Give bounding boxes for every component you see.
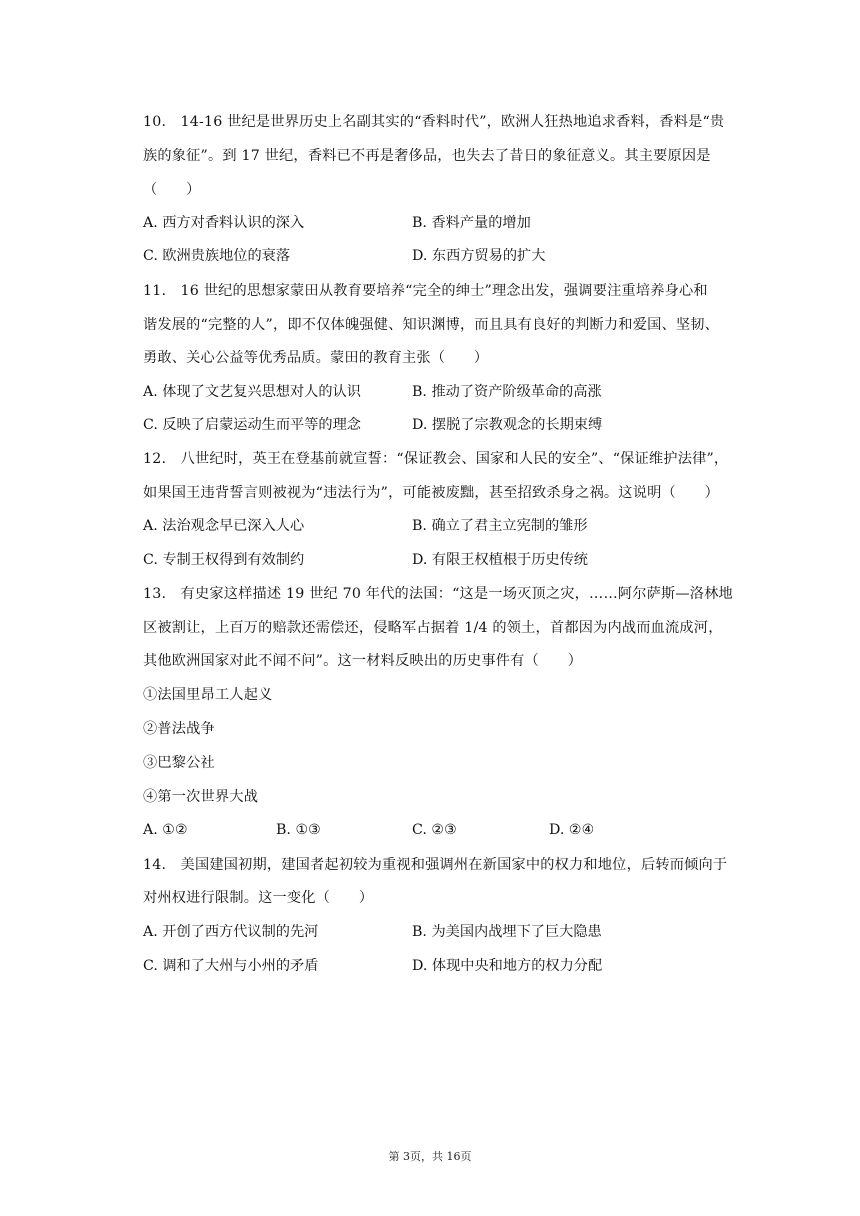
question-13-item-1: ①法国里昂工人起义 — [143, 687, 273, 703]
option-c: C. 专制王权得到有效制约 — [143, 552, 305, 568]
question-11-line-2: 谐发展的“完整的人”，即不仅体魄强健、知识渊博，而且具有良好的判断力和爱国、坚韧、 — [143, 317, 720, 333]
question-13-line-1: 13. 有史家这样描述 19 世纪 70 年代的法国：“这是一场灭顶之灾，……阿尔萨斯—洛林地 — [143, 586, 733, 602]
question-13-item-3: ③巴黎公社 — [143, 755, 215, 771]
option-d: D. ②④ — [549, 822, 595, 838]
option-c: C. 欧洲贵族地位的衰落 — [143, 248, 291, 264]
question-13-item-4: ④第一次世界大战 — [143, 789, 259, 805]
option-d: D. 摆脱了宗教观念的长期束缚 — [412, 417, 603, 433]
option-a: A. 西方对香料认识的深入 — [143, 215, 305, 231]
question-12-line-1: 12. 八世纪时，英王在登基前就宣誓：“保证教会、国家和人民的安全”、“保证维护法律”， — [143, 451, 729, 467]
page-footer: 第 3页，共 16页 — [388, 1150, 472, 1163]
option-b: B. 推动了资产阶级革命的高涨 — [412, 384, 602, 400]
question-12-line-2: 如果国王违背誓言则被视为“违法行为”，可能被废黜，甚至招致杀身之祸。这说明（ ） — [143, 485, 720, 501]
option-d: D. 体现中央和地方的权力分配 — [412, 958, 603, 974]
question-13-line-2: 区被割让，上百万的赔款还需偿还，侵略军占据着 1/4 的领土，首都因为内战而血流成河， — [143, 620, 723, 636]
option-c: C. ②③ — [412, 822, 457, 838]
question-10-line-1: 10. 14-16 世纪是世界历史上名副其实的“香料时代”，欧洲人狂热地追求香料，香料是“贵 — [143, 114, 725, 130]
question-13-line-3: 其他欧洲国家对此不闻不问”。这一材料反映出的历史事件有（ ） — [143, 653, 583, 669]
question-13-item-2: ②普法战争 — [143, 721, 215, 737]
option-c: C. 反映了启蒙运动生而平等的理念 — [143, 417, 361, 433]
question-14-line-1: 14. 美国建国初期，建国者起初较为重视和强调州在新国家中的权力和地位，后转而倾向于 — [143, 857, 728, 873]
option-b: B. 香料产量的增加 — [412, 215, 531, 231]
option-a: A. 法治观念早已深入人心 — [143, 518, 305, 534]
question-14-line-2: 对州权进行限制。这一变化（ ） — [143, 890, 374, 906]
option-d: D. 有限王权植根于历史传统 — [412, 552, 588, 568]
option-a: A. ①② — [143, 822, 188, 838]
option-b: B. 确立了君主立宪制的雏形 — [412, 518, 588, 534]
option-b: B. ①③ — [276, 822, 321, 838]
question-10-line-2: 族的象征”。到 17 世纪，香料已不再是奢侈品，也失去了昔日的象征意义。其主要原因是 — [143, 148, 711, 164]
option-d: D. 东西方贸易的扩大 — [412, 248, 546, 264]
option-a: A. 体现了文艺复兴思想对人的认识 — [143, 384, 361, 400]
question-11-line-3: 勇敢、关心公益等优秀品质。蒙田的教育主张（ ） — [143, 350, 489, 366]
question-11-line-1: 11. 16 世纪的思想家蒙田从教育要培养“完全的绅士”理念出发，强调要注重培养身心和 — [143, 283, 708, 299]
option-b: B. 为美国内战埋下了巨大隐患 — [412, 924, 602, 940]
option-c: C. 调和了大州与小州的矛盾 — [143, 958, 319, 974]
question-10-line-3: （ ） — [143, 182, 201, 198]
option-a: A. 开创了西方代议制的先河 — [143, 924, 319, 940]
